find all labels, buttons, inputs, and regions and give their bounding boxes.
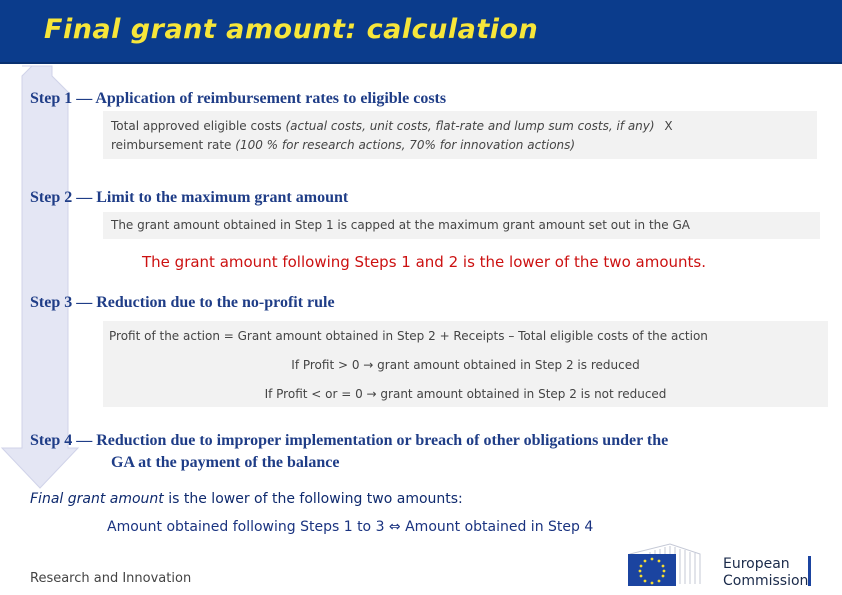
ec-logo-line2: Commission [723, 573, 809, 589]
final-comparison: Amount obtained following Steps 1 to 3 ⇔ Amount obtained in Step 4 [107, 519, 594, 535]
step-1-lead: Total approved eligible costs [111, 119, 286, 133]
final-statement [30, 491, 463, 507]
page-title: Final grant amount: calculation [44, 14, 539, 45]
step-1-times: X [664, 119, 673, 133]
final-lead-rest: is the lower of the following two amounts: [163, 491, 463, 507]
step-2-text: The grant amount obtained in Step 1 is capped at the maximum grant amount set out in the GA [111, 218, 690, 232]
step-2-note: The grant amount following Steps 1 and 2 is the lower of the two amounts. [142, 253, 706, 271]
step-1-box [103, 111, 817, 159]
step-4-title-line1: Step 4 — Reduction due to improper implementation or breach of other obligations under the [30, 432, 669, 449]
step-3-box [103, 321, 828, 407]
ec-logo-text [723, 556, 808, 590]
ec-building-icon [600, 540, 710, 588]
step-3-formula: Profit of the action = Grant amount obtained in Step 2 + Receipts – Total eligible costs of the action [109, 329, 708, 343]
step-4-title-line2: GA at the payment of the balance [111, 454, 340, 471]
step-1-lead-note: (actual costs, unit costs, flat-rate and lump sum costs, if any) [285, 119, 655, 133]
flow-arrow-shape [2, 66, 78, 488]
flow-arrow [0, 64, 80, 494]
step-3-title: Step 3 — Reduction due to the no-profit rule [30, 294, 335, 311]
step-3-condition-zero: If Profit < or = 0 → grant amount obtained in Step 2 is not reduced [264, 387, 667, 401]
step-1-title: Step 1 — Application of reimbursement rates to eligible costs [30, 90, 447, 107]
final-lead: Final grant amount [30, 491, 164, 507]
step-3-condition-positive: If Profit > 0 → grant amount obtained in Step 2 is reduced [291, 358, 640, 372]
ec-logo-line1: European [723, 556, 790, 572]
step-1-rate: reimbursement rate [111, 138, 236, 152]
step-2-title: Step 2 — Limit to the maximum grant amount [30, 189, 349, 206]
step-2-box [103, 212, 820, 239]
ec-logo-bar [808, 556, 811, 586]
step-1-rate-note: (100 % for research actions, 70% for innovation actions) [235, 138, 576, 152]
footer-research-innovation: Research and Innovation [30, 571, 192, 586]
